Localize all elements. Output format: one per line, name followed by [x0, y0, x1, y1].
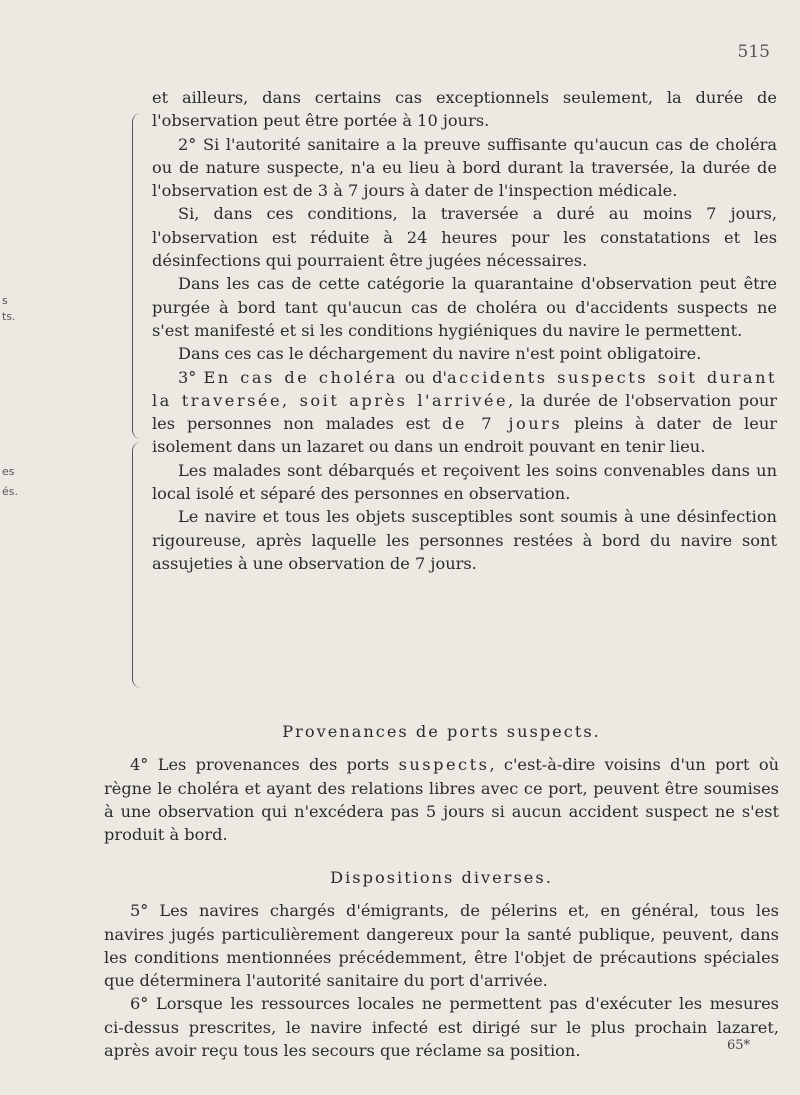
emphasis-text: de 7 jours	[441, 414, 563, 434]
margin-mark: és.	[2, 485, 18, 498]
margin-mark: s	[2, 294, 8, 307]
emphasis-text: En cas de choléra	[203, 367, 398, 387]
page-number: 515	[737, 42, 770, 62]
text-run: pleins à dater de leur isolement dans un lazaret ou dans un endroit pouvant en tenir lieu.	[152, 414, 777, 457]
text-run: , la durée de l'observation pour les personnes non malades est	[152, 390, 777, 434]
paragraph: Le navire et tous les objets susceptibles sont soumis à une désinfection rigoureuse, après laquelle les personnes restées à bord du navire sont assujeties à une observation de 7 jours.	[152, 507, 777, 573]
paragraph: 5° Les navires chargés d'émigrants, de pélerins et, en général, tous les navires jugés particulièrement dangereux pour la santé publique, peuvent, dans les conditions mentionnées précédemment, être l'objet de précautions spéciales que déterminera l'autorité sanitaire du port d'arrivée.	[104, 901, 779, 991]
margin-bracket	[132, 442, 141, 688]
section-misc-provisions	[104, 866, 779, 1062]
paragraph: Les malades sont débarqués et reçoivent les soins convenables dans un local isolé et séparé des personnes en observation.	[152, 460, 777, 504]
text-run: , c'est-à-dire voisins d'un port où règne le choléra et ayant des relations libres avec ce port, peuvent être soumises à une observation qui n'excédera pas 5 jours si aucun accident suspect ne s'est produit à bord.	[104, 755, 779, 845]
margin-marks	[0, 0, 20, 1095]
paragraph: Dans ces cas le déchargement du navire n'est point obligatoire.	[178, 344, 702, 364]
main-text-block	[152, 86, 777, 575]
paragraph: Dans les cas de cette catégorie la quarantaine d'observation peut être purgée à bord tant qu'aucun cas de choléra ou d'accidents suspects ne s'est manifesté et si les conditions hygiéniques du navire le permettent.	[152, 274, 777, 340]
text-run: ou d'	[397, 367, 447, 387]
text-run: 4° Les provenances des ports	[130, 755, 399, 775]
margin-mark: ts.	[2, 310, 16, 323]
margin-bracket	[132, 113, 141, 439]
paragraph	[104, 753, 779, 846]
paragraph: 2° Si l'autorité sanitaire a la preuve suffisante qu'aucun cas de choléra ou de nature suspecte, n'a eu lieu à bord durant la traversée, la durée de l'observation est de 3 à 7 jours à dater de l'inspection médicale.	[152, 134, 777, 201]
margin-mark: es	[2, 465, 15, 478]
emphasis-text: accidents suspects soit durant la traversée, soit après l'arrivée	[152, 367, 778, 410]
text-run: 3°	[178, 367, 204, 387]
section-heading: Dispositions diverses.	[330, 868, 553, 887]
paragraph: 6° Lorsque les ressources locales ne permettent pas d'exécuter les mesures ci-dessus prescrites, le navire infecté est dirigé sur le plus prochain lazaret, après avoir reçu tous les secours que réclame sa position.	[104, 994, 779, 1061]
paragraph	[152, 366, 777, 459]
emphasis-text: suspects	[398, 755, 490, 775]
printer-signature: 65*	[726, 1038, 750, 1053]
paragraph: et ailleurs, dans certains cas exceptionnels seulement, la durée de l'observation peut être portée à 10 jours.	[152, 88, 777, 131]
section-heading: Provenances de ports suspects.	[282, 722, 601, 741]
section-suspect-ports	[104, 720, 779, 846]
paragraph: Si, dans ces conditions, la traversée a duré au moins 7 jours, l'observation est réduite à 24 heures pour les constatations et les désinfections qui pourraient être jugées nécessaires.	[152, 204, 777, 271]
